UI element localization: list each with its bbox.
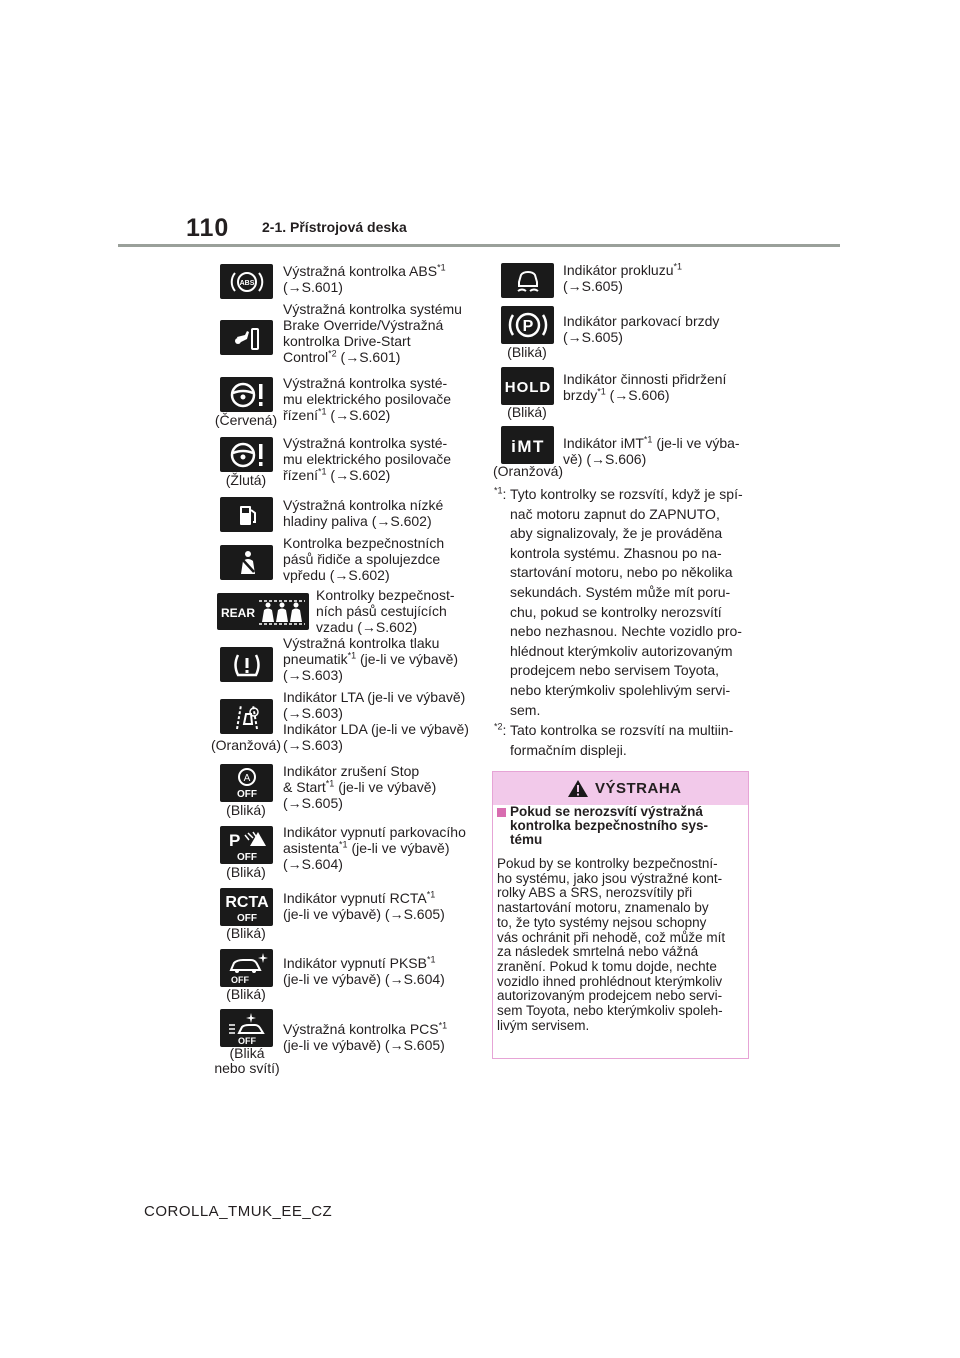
indicator-color-caption: (Bliká) xyxy=(507,404,547,420)
warning-body-line: livým servisem. xyxy=(497,1017,590,1033)
description-line: asistenta$^{*1}$ (je-li ve výbavě) xyxy=(283,839,450,856)
indicator-color-caption: (Bliká) xyxy=(507,344,547,360)
parking-assist-off-icon xyxy=(220,826,273,864)
description-line: (→S.603) xyxy=(283,705,343,721)
pcs-warning-icon xyxy=(220,1009,273,1047)
warning-body-line: vozidlo ihned prohlédnout kterýmkoliv xyxy=(497,973,723,989)
description-line: kontrolka Drive-Start xyxy=(283,333,411,349)
indicator-color-caption: (Oranžová) xyxy=(210,737,282,753)
footnote-mark: $^{*1}$: xyxy=(494,485,507,502)
warning-triangle-icon xyxy=(567,779,589,798)
description-line: Kontrolka bezpečnostních xyxy=(283,535,445,551)
indicator-description xyxy=(563,371,726,403)
warning-title: VÝSTRAHA xyxy=(595,780,682,797)
parking-assist-off-text: OFF xyxy=(236,852,257,862)
warning-body-line: Pokud by se kontrolky bezpečnostní- xyxy=(497,856,718,871)
footnote-text xyxy=(510,721,760,760)
footnote-line: prodejcem nebo servisem Toyota, xyxy=(510,662,720,679)
stop-start-off-icon xyxy=(220,764,273,802)
indicator-description xyxy=(283,535,444,583)
footnote-line: formačním displeji. xyxy=(510,741,627,758)
description-line: ních pásů cestujících xyxy=(316,603,447,619)
description-line: & Start$^{*1}$ (je-li ve výbavě) xyxy=(283,778,437,795)
footnote-line: Tyto kontrolky se rozsvítí, když je spí- xyxy=(510,486,743,502)
indicator-color-caption: (Bliká) xyxy=(226,802,266,818)
footnote-line: sekundách. Systém může mít poru- xyxy=(510,583,731,600)
brake-hold-icon xyxy=(501,367,554,405)
pksb-off-text: OFF xyxy=(230,975,249,985)
description-line: řízení$^{*1}$ (→S.602) xyxy=(283,406,391,423)
description-line: vzadu (→S.602) xyxy=(316,619,418,635)
description-line: Indikátor činnosti přidržení xyxy=(563,371,727,387)
description-line: Indikátor prokluzu$^{*1}$ xyxy=(563,261,683,278)
description-line: mu elektrického posilovače xyxy=(283,391,452,407)
indicator-color-caption: (Bliká) xyxy=(226,925,266,941)
parking-assist-p-text: P xyxy=(228,831,240,850)
imt-icon xyxy=(501,426,554,464)
description-line: Výstražná kontrolka nízké xyxy=(283,497,444,513)
tire-pressure-icon xyxy=(220,647,273,682)
footnote-line: chu, pokud se kontrolky nerozsvítí xyxy=(510,603,722,620)
warning-body-line: to, že tyto systémy nejsou schopny xyxy=(497,914,707,930)
description-line: Výstražná kontrolka systému xyxy=(283,301,462,317)
footnote-line: startování motoru, nebo po několika xyxy=(510,564,733,581)
warning-header xyxy=(493,772,748,805)
description-line: Indikátor parkovací brzdy xyxy=(563,313,720,329)
description-line: (→S.604) xyxy=(283,856,343,872)
warning-body-line: vás ochránit při nehodě, což může mít xyxy=(497,929,726,945)
description-line: brzdy$^{*1}$ (→S.606) xyxy=(563,386,670,403)
imt-icon-text: iMT xyxy=(510,437,545,456)
indicator-description xyxy=(283,955,445,987)
description-line: (→S.601) xyxy=(283,279,343,295)
indicator-description xyxy=(283,497,443,529)
indicator-description xyxy=(283,763,436,811)
indicator-color-caption: (Bliká nebo svítí) xyxy=(214,1045,280,1076)
document-code: COROLLA_TMUK_EE_CZ xyxy=(144,1203,333,1220)
indicator-description xyxy=(283,890,445,922)
description-line: (→S.605) xyxy=(563,278,623,294)
description-line: Výstražná kontrolka PCS$^{*1}$ xyxy=(283,1020,448,1037)
indicator-description xyxy=(283,1021,447,1053)
description-line: Výstražná kontrolka tlaku xyxy=(283,635,440,651)
lane-assist-icon xyxy=(220,699,273,734)
description-line: (→S.603) xyxy=(283,737,343,753)
indicator-description xyxy=(563,313,719,345)
indicator-description xyxy=(283,435,451,483)
description-line: Control$^{*2}$ (→S.601) xyxy=(283,348,401,365)
description-line: pneumatik$^{*1}$ (je-li ve výbavě) xyxy=(283,650,459,667)
indicator-description xyxy=(316,587,455,635)
description-line: Indikátor vypnutí PKSB$^{*1}$ xyxy=(283,954,436,971)
description-line: mu elektrického posilovače xyxy=(283,451,452,467)
indicator-color-caption: (Červená) xyxy=(214,412,278,428)
description-line: vě) (→S.606) xyxy=(563,451,647,467)
indicator-description xyxy=(563,435,740,467)
power-steering-icon xyxy=(220,437,273,472)
description-line: pásů řidiče a spolujezdce xyxy=(283,551,441,567)
stop-start-off-text: OFF xyxy=(236,789,257,800)
footnote-text xyxy=(510,485,760,720)
description-line: Indikátor LDA (je-li ve výbavě) xyxy=(283,721,469,737)
description-line: (→S.605) xyxy=(283,795,343,811)
abs-warning-icon xyxy=(220,264,273,299)
brake-override-icon xyxy=(220,320,273,355)
footnote-line: nač motoru zapnut do ZAPNUTO, xyxy=(510,505,720,522)
warning-body xyxy=(497,857,725,1033)
page-number: 110 xyxy=(186,214,230,242)
parking-brake-icon xyxy=(501,306,554,344)
footnote-line: hlédnout kterýmkoliv autorizovaným xyxy=(510,642,733,659)
description-line: (→S.603) xyxy=(283,667,343,683)
rcta-icon-text: RCTA xyxy=(224,894,269,911)
footnote-mark: $^{*2}$: xyxy=(494,721,507,738)
warning-bullet-icon xyxy=(497,808,506,817)
footnote-line: Tato kontrolka se rozsvítí na multiin- xyxy=(510,722,734,738)
description-line: (→S.605) xyxy=(563,329,623,345)
footnote-line: nebo kterýmkoliv spolehlivým servi- xyxy=(510,681,731,698)
footnote-line: sem. xyxy=(510,701,541,718)
description-line: vpředu (→S.602) xyxy=(283,567,390,583)
indicator-description xyxy=(563,262,682,294)
warning-subtitle-line: tému xyxy=(510,832,543,847)
indicator-description xyxy=(283,635,458,683)
seatbelt-icon xyxy=(220,545,273,580)
rear-icon-text: REAR xyxy=(221,605,256,620)
fuel-pump-icon xyxy=(220,497,273,532)
description-line: řízení$^{*1}$ (→S.602) xyxy=(283,466,391,483)
rear-seatbelt-icon xyxy=(217,593,309,630)
rcta-off-icon xyxy=(220,888,273,926)
indicator-color-caption: (Žlutá) xyxy=(225,472,267,488)
footnote-line: nebo nezhasnou. Nechte vozidlo pro- xyxy=(510,623,742,640)
description-line: (je-li ve výbavě) (→S.605) xyxy=(283,906,445,922)
description-line: Výstražná kontrolka ABS$^{*1}$ xyxy=(283,262,446,279)
description-line: Kontrolky bezpečnost- xyxy=(316,587,455,603)
description-line: Indikátor vypnutí parkovacího xyxy=(283,824,466,840)
indicator-color-caption: (Bliká) xyxy=(226,986,266,1002)
footnote-line: kontrola systému. Zhasnou po na- xyxy=(510,544,722,561)
power-steering-icon xyxy=(220,377,273,412)
section-title: 2-1. Přístrojová deska xyxy=(262,219,407,235)
indicator-description xyxy=(283,689,469,753)
header-rule xyxy=(118,244,840,247)
warning-body-line: sem Toyota, nebo kterýmkoliv spoleh- xyxy=(497,1003,723,1019)
indicator-description xyxy=(283,824,466,872)
warning-subtitle xyxy=(510,805,708,847)
description-line: Indikátor zrušení Stop xyxy=(283,763,420,779)
warning-body-line: autorizovaným prodejcem nebo servi- xyxy=(497,988,723,1004)
footnote-line: aby signalizovaly, že je prováděna xyxy=(510,525,723,542)
description-line: Indikátor iMT$^{*1}$ (je-li ve výba- xyxy=(563,434,740,451)
warning-body-line: zranění. Pokud k tomu dojde, nechte xyxy=(497,958,717,974)
description-line: hladiny paliva (→S.602) xyxy=(283,513,432,529)
pcs-off-text: OFF xyxy=(237,1036,256,1045)
description-line: (je-li ve výbavě) (→S.605) xyxy=(283,1037,445,1053)
warning-subtitle-line: kontrolka bezpečnostního sys- xyxy=(510,818,709,833)
description-line: Indikátor LTA (je-li ve výbavě) xyxy=(283,689,466,705)
description-line: Indikátor vypnutí RCTA$^{*1}$ xyxy=(283,889,436,906)
indicator-color-caption: (Bliká) xyxy=(226,864,266,880)
indicator-description xyxy=(283,263,446,295)
warning-box xyxy=(492,771,749,1059)
warning-body-line: ho systému, jako jsou výstražné kont- xyxy=(497,870,723,886)
warning-body-line: za následek smrtelná nebo vážná xyxy=(497,944,699,960)
description-line: Brake Override/Výstražná xyxy=(283,317,444,333)
warning-body-line: nastartování motoru, znamenalo by xyxy=(497,900,709,916)
indicator-color-caption: (Oranžová) xyxy=(493,463,564,479)
hold-icon-text: HOLD xyxy=(504,379,551,396)
indicator-description xyxy=(283,375,451,423)
abs-icon-text: ABS xyxy=(239,279,254,287)
warning-body-line: rolky ABS a SRS, nerozsvítily při xyxy=(497,885,693,901)
description-line: Výstražná kontrolka systé- xyxy=(283,375,448,391)
parking-brake-p-text: P xyxy=(522,318,533,335)
warning-subtitle-line: Pokud se nerozsvítí výstražná xyxy=(510,804,703,819)
slip-indicator-icon xyxy=(501,263,554,298)
rcta-off-text: OFF xyxy=(236,913,257,924)
description-line: Výstražná kontrolka systé- xyxy=(283,435,448,451)
stop-start-a-text: A xyxy=(243,773,250,784)
pksb-off-icon xyxy=(220,949,273,987)
description-line: (je-li ve výbavě) (→S.604) xyxy=(283,971,445,987)
indicator-description xyxy=(283,301,462,365)
